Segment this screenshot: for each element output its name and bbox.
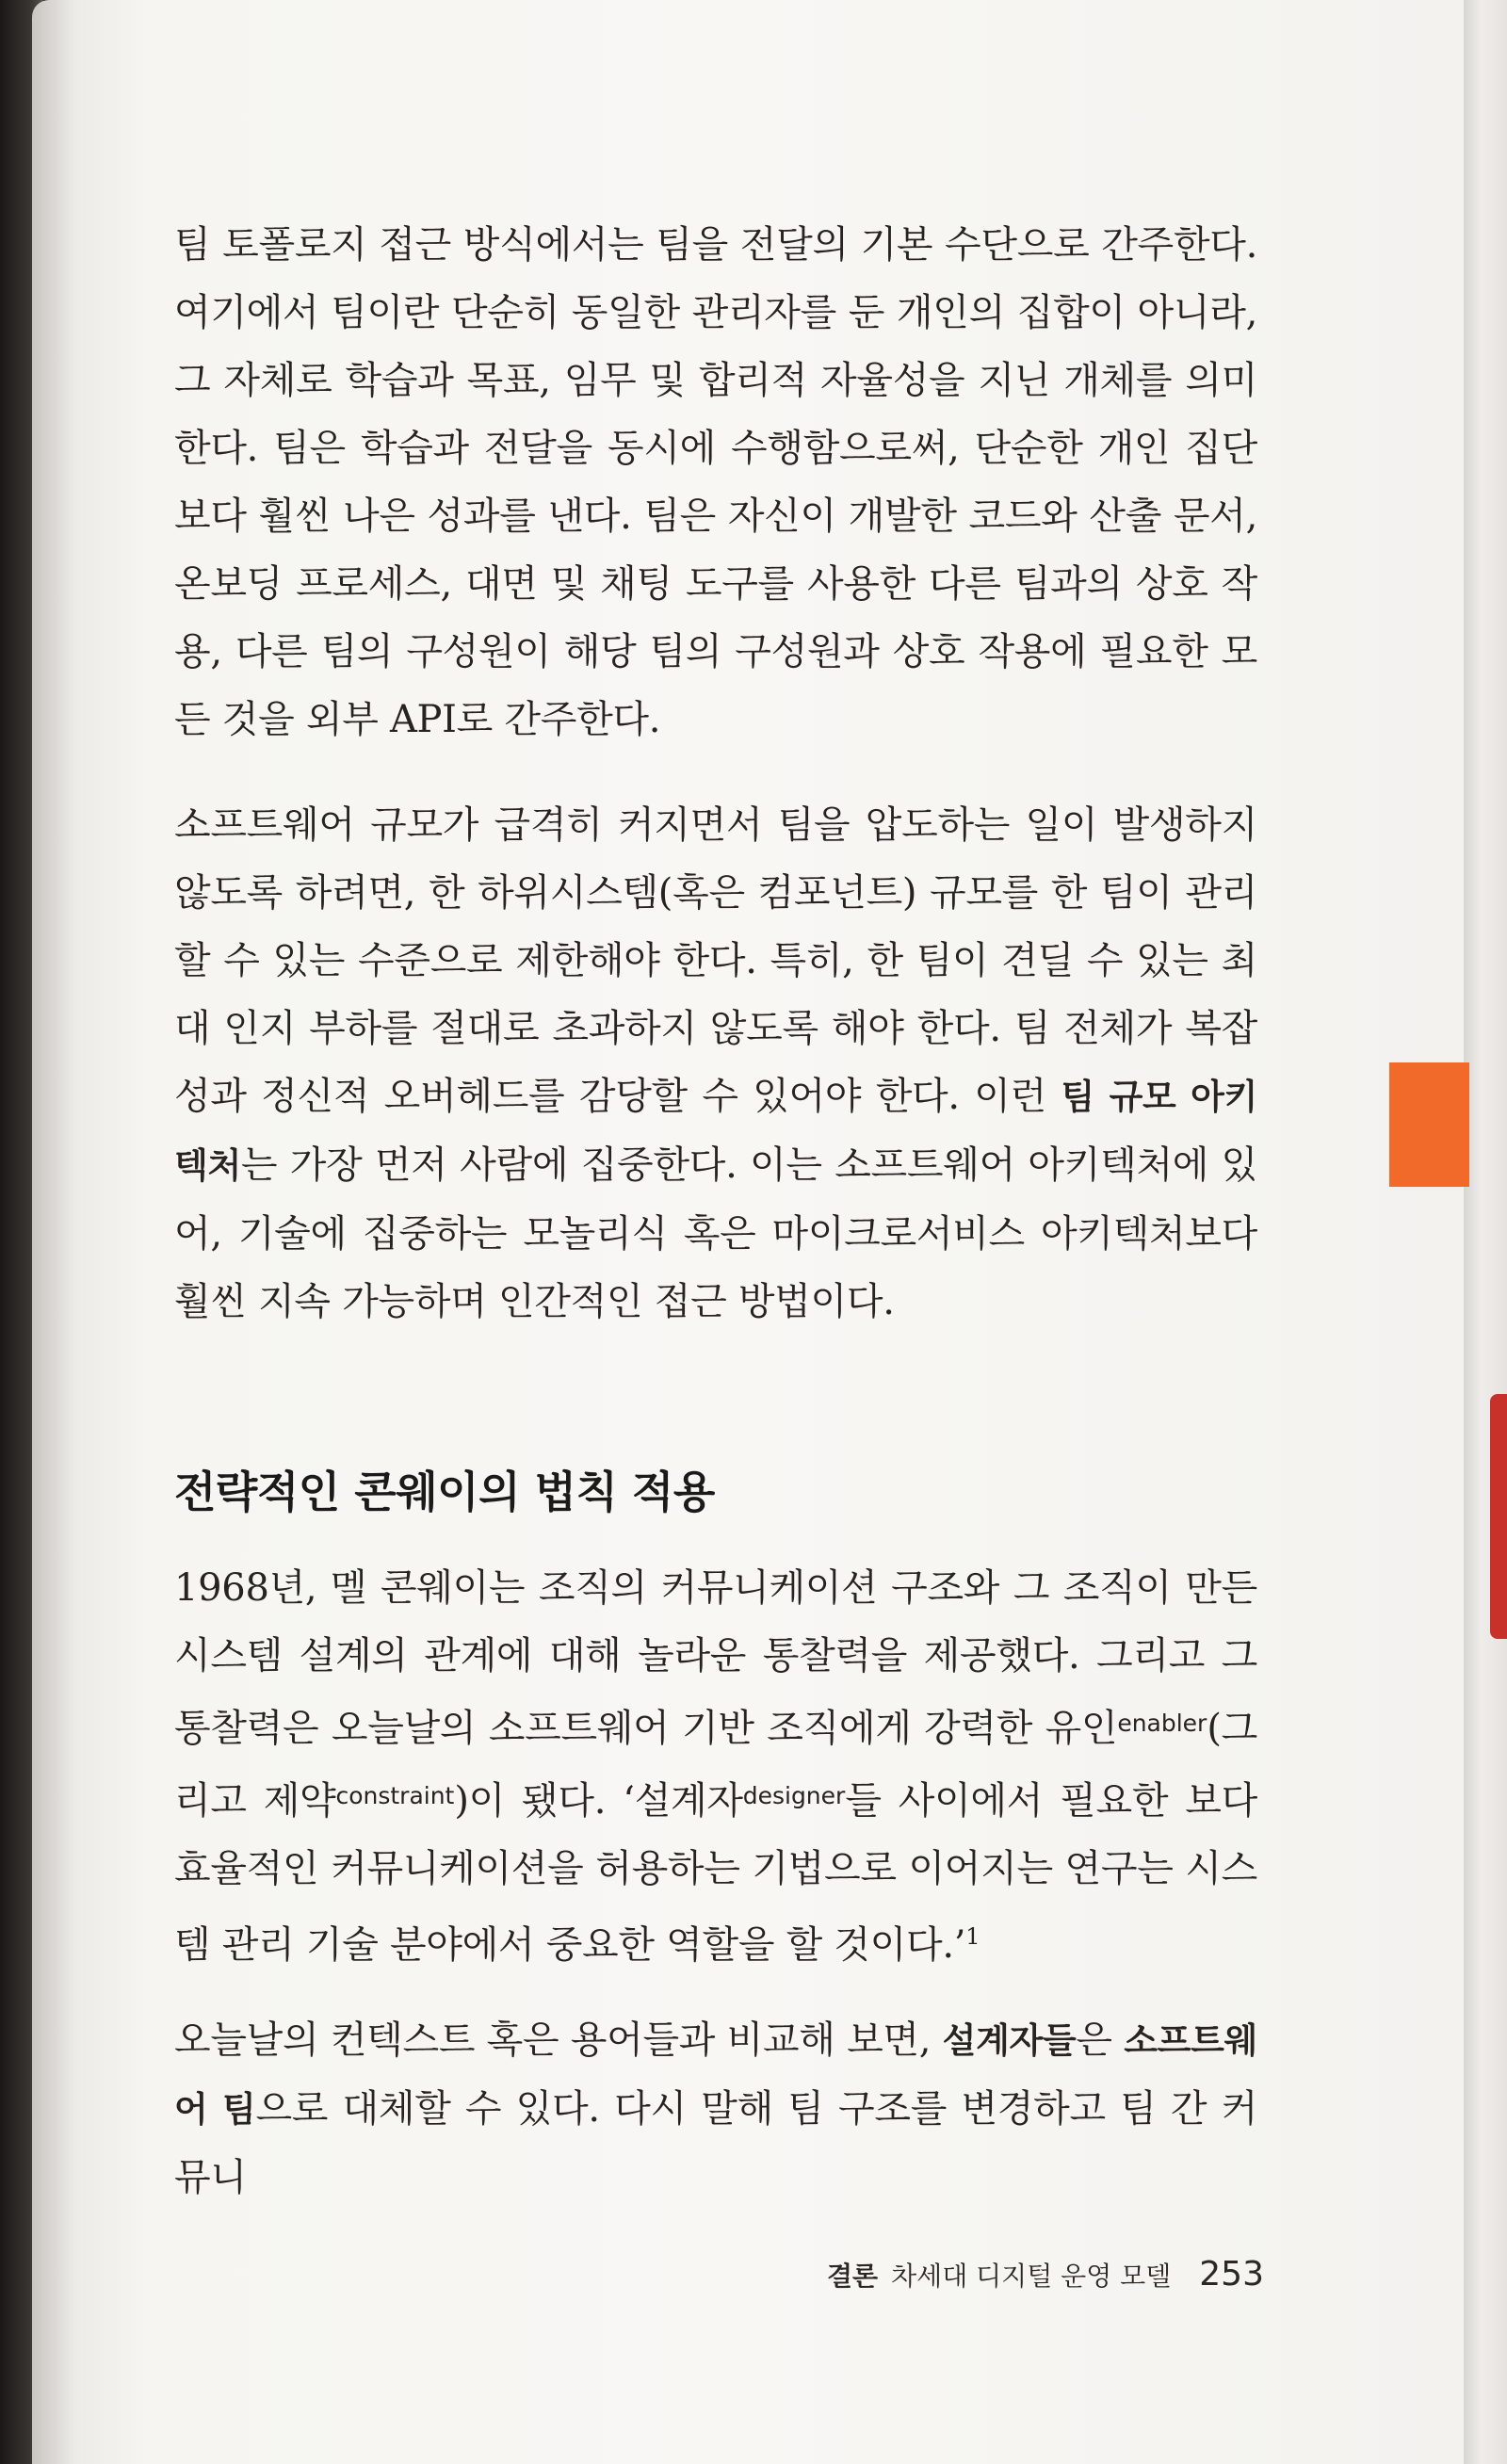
- term-software-team: 소프트웨어 팀: [174, 2020, 1257, 2130]
- paragraph-team-topology: [174, 211, 1257, 754]
- paragraph-3-text-a: 1968년, 멜 콘웨이는 조직의 커뮤니케이션 구조와 그 조직이 만든 시스템 설계의 관계에 대해 놀라운 통찰력을 제공했다. 그리고 그 통찰력은 오늘날의 소프트웨어 기반 조직에게 강력한 유인: [174, 1566, 1257, 1750]
- gloss-enabler: enabler: [1117, 1710, 1207, 1737]
- paragraph-4-text-b: 은: [1076, 2018, 1125, 2062]
- footer-chapter-title: 차세대 디지털 운영 모델: [891, 2261, 1172, 2292]
- footnote-marker: 1: [965, 1923, 980, 1950]
- gloss-designer: designer: [742, 1782, 846, 1809]
- page-footer: [827, 2255, 1264, 2294]
- paragraph-2-text-before: 소프트웨어 규모가 급격히 커지면서 팀을 압도하는 일이 발생하지 않도록 하려면, 한 하위시스템(혹은 컴포넌트) 규모를 한 팀이 관리할 수 있는 수준으로 제한해야 한다. 특히, 한 팀이 견딜 수 있는 최대 인지 부하를 절대로 초과하지 않도록 해야 한다. 팀 전체가 복잡성과 정신적 오버헤드를 감당할 수 있어야 한다. 이런: [174, 803, 1257, 1118]
- background-red-object: [1490, 1394, 1507, 1639]
- term-team-sized-architecture: 팀 규모 아키텍처: [174, 1077, 1258, 1186]
- paragraph-team-sized-architecture: [174, 791, 1257, 1336]
- paragraph-3-text-b: (그리고 제약: [174, 1707, 1257, 1823]
- page-number: 253: [1199, 2255, 1264, 2294]
- thumb-index-tab: [1389, 1062, 1469, 1187]
- page-right-edge: [1464, 0, 1507, 2464]
- paragraph-4-text-c: 으로 대체할 수 있다. 다시 말해 팀 구조를 변경하고 팀 간 커뮤니: [174, 2087, 1257, 2199]
- section-heading: 전략적인 콘웨이의 법칙 적용: [174, 1467, 715, 1517]
- footer-chapter: 결론: [826, 2261, 879, 2292]
- paragraph-conway-law: [174, 1554, 1257, 1979]
- term-designers: 설계자들: [942, 2020, 1077, 2061]
- paragraph-3-text-d: 들 사이에서 필요한 보다 효율적인 커뮤니케이션을 허용하는 기법으로 이어지는 연구는 시스템 관리 기술 분야에서 중요한 역할을 할 것이다.’: [174, 1779, 1257, 1967]
- paragraph-2-text-after: 는 가장 먼저 사람에 집중한다. 이는 소프트웨어 아키텍처에 있어, 기술에 집중하는 모놀리식 혹은 마이크로서비스 아키텍처보다 훨씬 지속 가능하며 인간적인 접근 방법이다.: [174, 1143, 1257, 1323]
- paragraph-designers-teams: [174, 2006, 1257, 2212]
- paragraph-3-text-c: )이 됐다. ‘설계자: [454, 1779, 743, 1823]
- paragraph-4-text-a: 오늘날의 컨텍스트 혹은 용어들과 비교해 보면,: [174, 2018, 943, 2062]
- paragraph-1-text: 팀 토폴로지 접근 방식에서는 팀을 전달의 기본 수단으로 간주한다. 여기에서 팀이란 단순히 동일한 관리자를 둔 개인의 집합이 아니라, 그 자체로 학습과 목표, 임무 및 합리적 자율성을 지닌 개체를 의미한다. 팀은 학습과 전달을 동시에 수행함으로써, 단순한 개인 집단보다 훨씬 나은 성과를 낸다. 팀은 자신이 개발한 코드와 산출 문서, 온보딩 프로세스, 대면 및 채팅 도구를 사용한 다른 팀과의 상호 작용, 다른 팀의 구성원이 해당 팀의 구성원과 상호 작용에 필요한 모든 것을 외부 API로 간주한다.: [174, 223, 1257, 741]
- gloss-constraint: constraint: [335, 1782, 455, 1809]
